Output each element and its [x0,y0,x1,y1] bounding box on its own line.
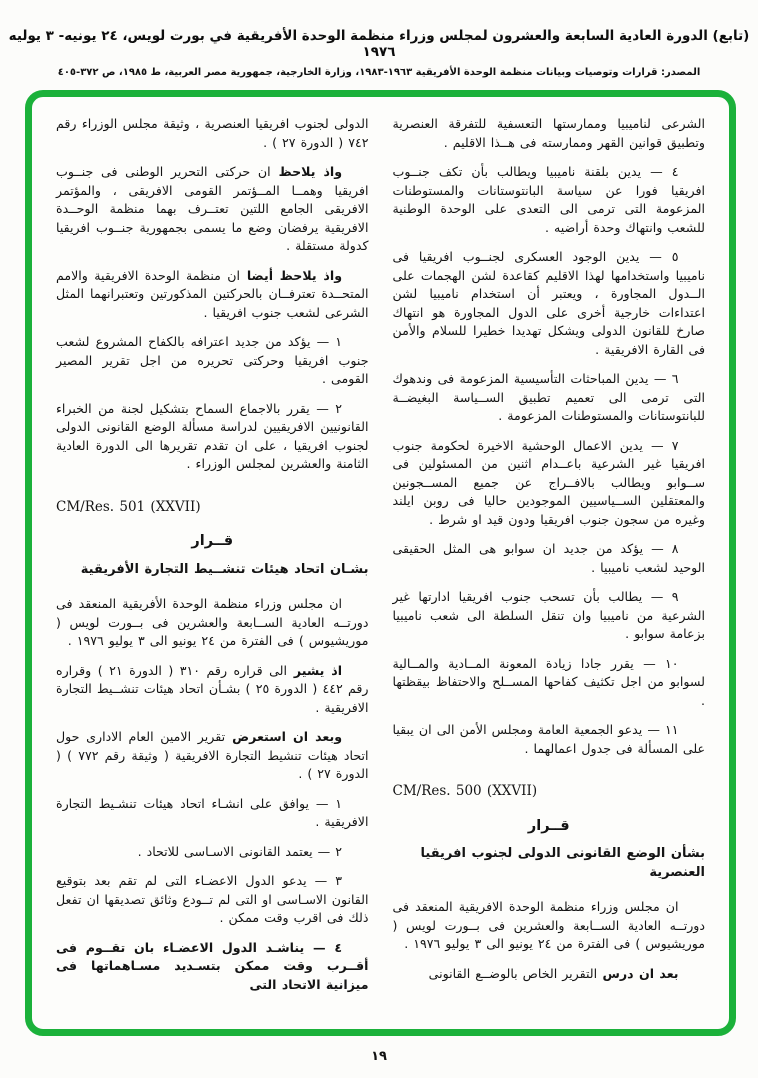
resolution-heading: قــرار [191,533,234,549]
resolution-item-3: ٣ — يدعو الدول الاعضـاء التى لم تقم بعد بتوقيع القانون الاسـاسى او التى لم تــودع وثائق تصديقها ان تفعل ذلك فى اقرب وقت ممكن . [56,873,369,925]
page-header [0,0,758,78]
resolution-item-4: ٤ — يدين بلقنة ناميبيا ويطالب بأن تكف جنــوب افريقيا فورا عن سياسة البانتوستانات والمستوطنات المزعومة التى ترمى الى التعدى على الوحدة الوطنية للشعب وانتهاك وحدة أراضيه . [392,164,705,235]
resolution-subtitle-trade-fairs: بشـان اتحاد هيئات تنشــيط التجارة الأفريقية [80,561,369,577]
document-title: (تابع) الدورة العادية السابعة والعشرون لمجلس وزراء منظمة الوحدة الأفريقية في بورت لويس، ٢٤ يونيه- ٣ يوليه ١٩٧٦ [8,28,750,60]
resolution-item-8: ٨ — يؤكد من جديد ان سوابو هى المثل الحقيقى الوحيد لشعب ناميبيا . [392,541,705,575]
resolution-ref-500: CM/Res. 500 (XXVII) [392,783,538,799]
resolution-item-7: ٧ — يدين الاعمال الوحشية الاخيرة لحكومة جنوب افريقيا غير الشرعية باعــدام اثنين من المسئولين فى ســوابو ويطالب بالافــراج عن جميع المســجونين والمعتقلين الســياسيين الموجودين حاليا فى روبن ايلند وغيره من سجون جنوب افريقيا ودون قيد او شرط . [392,437,705,527]
resolution-item-1: ١ — يؤكد من جديد اعترافه بالكفاح المشروع لشعب جنوب افريقيا وحركتى تحريره من اجل تقرير المصير القومى . [56,334,369,386]
resolution-item-5: ٥ — يدين الوجود العسكرى لجنــوب افريقيا فى ناميبيا واستخدامها لهذا الاقليم كقاعدة لشن الهجمات على الــدول المجاورة ، ويعتبر أن استخدام ناميبيا لشن اعتداءات خارجية أخرى على الدول المجاورة هو انتهاك صارخ للقانون الدولى ويشكل تهديدا خطيرا للسلام والأمن فى القارة الافريقية . [392,249,705,357]
paragraph-lead: بعد ان درس التقرير الخاص بالوضــع القانونى [428,965,679,981]
paragraph-lead: واذ يلاحظ ان حركتى التحرير الوطنى فى جنــوب افريقيا وهمــا المــؤتمر القومى الافريقى ، والمؤتمر الافريقى الجامع اللتين تعتــرف بهما منظمة الوحــدة الافريقية يرفضان وضع ما يسمى بجمهورية جنــوب افريقيا كدولة مستقلة . [56,164,369,253]
content-frame [25,90,736,1036]
paragraph-preamble: ان مجلس وزراء منظمة الوحدة الأفريقية المنعقد فى دورتــه العادية الســابعة والعشرين فى بــورت لويس ( موريشيوس ) فى الفترة من ٢٤ يونيو الى ٣ يوليو ١٩٧٦ . [56,596,369,648]
resolution-item-11: ١١ — يدعو الجمعية العامة ومجلس الأمن الى ان يبقيا على المسألة فى جدول اعمالهما . [392,722,705,756]
column-right [393,115,706,1019]
paragraph-lead: واذ يلاحظ أيضا ان منظمة الوحدة الافريقية والامم المتحــدة تعترفــان بالحركتين المذكورتين وتعتبرانهما المثل الشرعى لشعب جنوب افريقيا . [56,267,369,320]
resolution-item-9: ٩ — يطالب بأن تسحب جنوب افريقيا ادارتها غير الشرعية من ناميبيا وان تنقل السلطة الى شعب ناميبيا بزعامة سوابو . [392,589,705,641]
paragraph-lead: اذ يشير الى قراره رقم ٣١٠ ( الدورة ٢١ ) وقراره رقم ٤٤٢ ( الدورة ٢٥ ) بشـأن اتحاد هيئات تنشــيط التجارة الافريقية . [56,662,369,715]
resolution-item-2: ٢ — يقرر بالاجماع السماح بتشكيل لجنة من الخبراء القانونيين الافريقيين لدراسة مسألة الوضع القانونى الدولى لجنوب افريقيا ، على ان تقدم تقريرها الى الدورة العادية الثامنة والعشرين لمجلس الوزراء . [56,400,369,471]
page-number: ١٩ [371,1049,387,1064]
resolution-item-4: ٤ — يناشـد الدول الاعضـاء بان تقــوم فى أقــرب وقت ممكن بتسـديد مسـاهماتها فى ميزانية الاتحاد التى [56,939,369,992]
paragraph-continuation: الشرعى لناميبيا وممارستها التعسفية للتفرقة العنصرية وتطبيق قوانين القهر وممارسته فى هــذا الاقليم . [392,116,705,150]
paragraph-lead: وبعد ان استعرض تقرير الامين العام الادارى حول اتحاد هيئات تنشيط التجارة الافريقية ( وثيقة رقم ٧٧٢ ) ( الدورة ٢٧ ) . [56,729,369,781]
resolution-item-10: ١٠ — يقرر جادا زيادة المعونة المــادية والمــالية لسوابو من اجل تكثيف كفاحها المســلح والاحتفاظ بيقظتها . [392,655,705,708]
resolution-ref-501: CM/Res. 501 (XXVII) [56,498,201,515]
column-left [56,115,369,1019]
text-columns [32,97,729,1029]
document-source: المصدر: قرارات وتوصيات وبيانات منظمة الوحدة الأفريقية ١٩٦٣-١٩٨٣، وزارة الخارجية، جمهورية مصر العربية، ط ١٩٨٥، ص ٣٧٢-٤٠٥ [57,67,701,78]
resolution-item-6: ٦ — يدين المباحثات التأسيسية المزعومة فى وندهوك التى ترمى الى تعميم تطبيق الســياسة البغيضــة للبانتوستانات والمستوطنات المزعومة . [392,371,705,423]
resolution-subtitle-legal-status: بشأن الوضع القانونى الدولى لجنوب افريقيا العنصرية [420,846,705,880]
paragraph-continuation: الدولى لجنوب افريقيا العنصرية ، وثيقة مجلس الوزراء رقم ٧٤٢ ( الدورة ٢٧ ) . [56,116,369,150]
resolution-item-1: ١ — يوافق على انشـاء اتحاد هيئات تنشـيط التجارة الافريقية . [56,795,369,829]
resolution-item-2: ٢ — يعتمد القانونى الاسـاسى للاتحاد . [137,843,343,859]
resolution-heading: قــرار [527,817,570,834]
paragraph-preamble: ان مجلس وزراء منظمة الوحدة الافريقية المنعقد فى دورتــه العادية الســابعة والعشرين فى بــورت لويس ( موريشيوس ) فى الفترة من ٢٤ يونيو الى ٣ يوليو ١٩٧٦ . [392,899,705,951]
